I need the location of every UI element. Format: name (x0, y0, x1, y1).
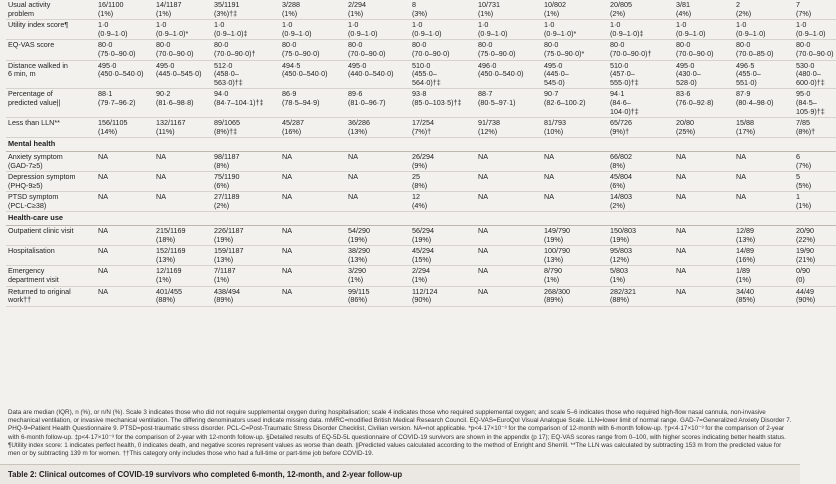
table-cell: NA (734, 192, 794, 212)
table-cell: NA (346, 151, 410, 171)
row-label: Usual activity problem (6, 0, 96, 20)
outcomes-table (6, 0, 836, 307)
table-cell: NA (96, 192, 154, 212)
table-cell: 8 (3%) (410, 0, 476, 20)
row-label: EQ-VAS score (6, 40, 96, 60)
table-cell: 512·0 (458·0– 563·0)†‡ (212, 60, 280, 89)
section-header-row (6, 212, 836, 226)
table-cell: NA (280, 172, 346, 192)
table-cell: 5 (5%) (794, 172, 836, 192)
table-cell: NA (154, 192, 212, 212)
table-cell: 2/294 (1%) (346, 0, 410, 20)
table-cell: 27/1189 (2%) (212, 192, 280, 212)
table-cell: 7 (7%) (794, 0, 836, 20)
table-cell: 98/1187 (8%) (212, 151, 280, 171)
table-cell: 16/1100 (1%) (96, 0, 154, 20)
table-cell: NA (154, 151, 212, 171)
table-cell: NA (346, 172, 410, 192)
table-cell: 95·0 (84·5– 105·9)†‡ (794, 89, 836, 118)
table-cell: 89·6 (81·0–96·7) (346, 89, 410, 118)
table-cell: NA (96, 172, 154, 192)
table-cell: 438/494 (89%) (212, 286, 280, 306)
table-cell: 80·0 (70·0–90·0)† (212, 40, 280, 60)
table-cell: 34/40 (85%) (734, 286, 794, 306)
table-cell: NA (476, 266, 542, 286)
table-cell: 91/738 (12%) (476, 118, 542, 138)
section-title: Health-care use (6, 212, 836, 226)
table-cell: 1 (1%) (794, 192, 836, 212)
table-cell: 226/1187 (19%) (212, 226, 280, 246)
row-label: Percentage of predicted value|| (6, 89, 96, 118)
table-cell: NA (346, 192, 410, 212)
table-cell: 152/1169 (13%) (154, 246, 212, 266)
table-cell: 65/726 (9%)† (608, 118, 674, 138)
table-cell: 14/89 (16%) (734, 246, 794, 266)
table-cell: 100/790 (13%) (542, 246, 608, 266)
table-cell: 86·9 (78·5–94·9) (280, 89, 346, 118)
table-cell: 268/300 (89%) (542, 286, 608, 306)
table-cell: 17/254 (7%)† (410, 118, 476, 138)
table-cell: 14/803 (2%) (608, 192, 674, 212)
table-cell: NA (542, 172, 608, 192)
table-row (6, 246, 836, 266)
table-cell: NA (96, 286, 154, 306)
table-row (6, 266, 836, 286)
table-cell: 80·0 (70·0–90·0) (410, 40, 476, 60)
table-cell: 495·0 (445·0–545·0) (154, 60, 212, 89)
table-row (6, 60, 836, 89)
table-cell: 496·0 (450·0–540·0) (476, 60, 542, 89)
table-cell: 45/287 (16%) (280, 118, 346, 138)
row-label: Anxiety symptom (GAD-7≥5) (6, 151, 96, 171)
table-cell: NA (476, 246, 542, 266)
table-cell: 12/89 (13%) (734, 226, 794, 246)
table-row (6, 118, 836, 138)
table-cell: 7/1187 (1%) (212, 266, 280, 286)
table-cell: 44/49 (90%) (794, 286, 836, 306)
table-cell: 510·0 (455·0– 564·0)†‡ (410, 60, 476, 89)
table-cell: NA (96, 266, 154, 286)
table-cell: 66/802 (8%) (608, 151, 674, 171)
table-cell: 1·0 (0·9–1·0) (674, 20, 734, 40)
table-cell: 89/1065 (8%)†‡ (212, 118, 280, 138)
table-cell: 90·2 (81·6–98·8) (154, 89, 212, 118)
table-cell: 12/1169 (1%) (154, 266, 212, 286)
table-cell: NA (674, 172, 734, 192)
table-cell: 19/90 (21%) (794, 246, 836, 266)
table-cell: NA (674, 246, 734, 266)
table-cell: 6 (7%) (794, 151, 836, 171)
table-cell: 25 (8%) (410, 172, 476, 192)
table-cell: NA (96, 246, 154, 266)
table-cell: 1·0 (0·9–1·0)* (542, 20, 608, 40)
table-cell: 1/89 (1%) (734, 266, 794, 286)
table-cell: 1·0 (0·9–1·0) (346, 20, 410, 40)
table-cell: NA (476, 226, 542, 246)
table-cell: 510·0 (457·0– 555·0)†‡ (608, 60, 674, 89)
table-cell: 1·0 (0·9–1·0) (280, 20, 346, 40)
row-label: Utility index score¶ (6, 20, 96, 40)
table-cell: NA (476, 286, 542, 306)
table-cell: 156/1105 (14%) (96, 118, 154, 138)
table-cell: 54/290 (19%) (346, 226, 410, 246)
table-cell: NA (674, 286, 734, 306)
table-cell: 99/115 (86%) (346, 286, 410, 306)
table-cell: 494·5 (450·0–540·0) (280, 60, 346, 89)
table-cell: 14/1187 (1%) (154, 0, 212, 20)
table-cell: NA (280, 246, 346, 266)
table-body (6, 0, 836, 306)
table-cell: NA (280, 151, 346, 171)
table-caption-text: Table 2: Clinical outcomes of COVID-19 survivors who completed 6-month, 12-month, and 2-year follow-up (8, 470, 403, 479)
table-row (6, 172, 836, 192)
table-footnotes: Data are median (IQR), n (%), or n/N (%). Scale 3 indicates those who did not require supplemental oxygen during hospitalisation; scale 4 indicates those who required supplemental oxygen; and scale 5–6 indicates those who required high-flow nasal cannula, non-invasive mechanical ventilation, or invasive mechanical ventilation. The differing denominators used indicate missing data. mMRC=modified British Medical Research Council. EQ-VAS=EuroQol Visual Analogue Scale. LLN=lower limit of normal range. GAD-7=Generalized Anxiety Disorder 7. PHQ-9=Patient Health Questionnaire 9. PTSD=post-traumatic stress disorder. PCL-C=Post-Traumatic Stress Disorder Checklist, Civilian version. NA=not applicable. *p<4·17×10⁻³ for the comparison of 12-month with 6-month follow-up. †p<4·17×10⁻³ for the comparison of 2-year with 6-month follow-up. ‡p<4·17×10⁻³ for the comparison of 2-year with 12-month follow-up. §Detailed results of EQ-5D-5L questionnaire of COVID-19 survivors are shown in the appendix (p 17); EQ-VAS scores range from 0–100, with higher scores indicating better health status. ¶Utility index score: 1 indicates perfect health, 0 indicates death, and negative scores represent values as worse than death. ||Predicted values calculated according to the method of Enright and Sherrill. **The LLN was calculated by subtracting 153 m from the predicted value for men or by subtracting 139 m for women. ††This category only includes those who had a full-time or part-time job before COVID-19. (8, 409, 792, 458)
table-cell: 132/1167 (11%) (154, 118, 212, 138)
table-cell: 401/455 (88%) (154, 286, 212, 306)
table-cell: 20/805 (2%) (608, 0, 674, 20)
table-cell: 80·0 (75·0–90·0) (96, 40, 154, 60)
section-title: Mental health (6, 138, 836, 152)
table-cell: NA (674, 226, 734, 246)
table-cell: NA (734, 172, 794, 192)
table-cell: 495·0 (430·0– 528·0) (674, 60, 734, 89)
table-cell: 26/294 (9%) (410, 151, 476, 171)
table-cell: 495·0 (445·0– 545·0) (542, 60, 608, 89)
table-caption (0, 464, 800, 484)
table-cell: NA (734, 151, 794, 171)
table-cell: NA (542, 192, 608, 212)
table-cell: 1·0 (0·9–1·0) (476, 20, 542, 40)
table-cell: 495·0 (440·0–540·0) (346, 60, 410, 89)
table-cell: 15/88 (17%) (734, 118, 794, 138)
table-cell: 80·0 (70·0–90·0) (674, 40, 734, 60)
table-cell: NA (542, 151, 608, 171)
table-cell: 94·1 (84·6– 104·0)†‡ (608, 89, 674, 118)
table-cell: NA (476, 151, 542, 171)
table-cell: 81/793 (10%) (542, 118, 608, 138)
table-cell: 80·0 (70·0–85·0) (734, 40, 794, 60)
table-cell: 1·0 (0·9–1·0) (410, 20, 476, 40)
table-cell: 530·0 (480·0– 600·0)†‡ (794, 60, 836, 89)
table-cell: 3/288 (1%) (280, 0, 346, 20)
table-cell: 215/1169 (18%) (154, 226, 212, 246)
table-cell: NA (476, 172, 542, 192)
table-cell: 1·0 (0·9–1·0)‡ (212, 20, 280, 40)
table-row (6, 286, 836, 306)
table-cell: 1·0 (0·9–1·0) (794, 20, 836, 40)
table-cell: NA (96, 226, 154, 246)
table-cell: 80·0 (70·0–90·0) (154, 40, 212, 60)
row-label: Emergency department visit (6, 266, 96, 286)
table-cell: NA (154, 172, 212, 192)
table-cell: 2 (2%) (734, 0, 794, 20)
table-cell: 159/1187 (13%) (212, 246, 280, 266)
table-cell: 38/290 (13%) (346, 246, 410, 266)
table-cell: 0/90 (0) (794, 266, 836, 286)
table-cell: 1·0 (0·9–1·0)‡ (608, 20, 674, 40)
row-label: Outpatient clinic visit (6, 226, 96, 246)
table-row (6, 20, 836, 40)
table-cell: 3/290 (1%) (346, 266, 410, 286)
table-cell: 80·0 (75·0–90·0) (280, 40, 346, 60)
table-cell: 150/803 (19%) (608, 226, 674, 246)
table-cell: 12 (4%) (410, 192, 476, 212)
table-cell: 1·0 (0·9–1·0)* (154, 20, 212, 40)
table-cell: 45/804 (6%) (608, 172, 674, 192)
table-cell: NA (280, 192, 346, 212)
table-cell: 83·6 (76·0–92·8) (674, 89, 734, 118)
section-header-row (6, 138, 836, 152)
table-cell: NA (96, 151, 154, 171)
table-cell: NA (674, 151, 734, 171)
table-cell: 20/90 (22%) (794, 226, 836, 246)
table-row (6, 89, 836, 118)
table-cell: 88·7 (80·5–97·1) (476, 89, 542, 118)
table-cell: NA (674, 266, 734, 286)
table-cell: 80·0 (75·0–90·0)* (542, 40, 608, 60)
row-label: Distance walked in 6 min, m (6, 60, 96, 89)
table-cell: 3/81 (4%) (674, 0, 734, 20)
row-label: PTSD symptom (PCL-C≥38) (6, 192, 96, 212)
table-cell: 87·9 (80·4–98·0) (734, 89, 794, 118)
row-label: Returned to original work†† (6, 286, 96, 306)
table-cell: 95/803 (12%) (608, 246, 674, 266)
table-cell: 1·0 (0·9–1·0) (96, 20, 154, 40)
table-cell: 20/80 (25%) (674, 118, 734, 138)
table-cell: 80·0 (70·0–90·0)† (608, 40, 674, 60)
table-cell: 5/803 (1%) (608, 266, 674, 286)
table-cell: 80·0 (70·0–90·0) (794, 40, 836, 60)
table-cell: 496·5 (455·0– 551·0) (734, 60, 794, 89)
table-cell: 282/321 (88%) (608, 286, 674, 306)
table-cell: 1·0 (0·9–1·0) (734, 20, 794, 40)
table-row (6, 192, 836, 212)
table-cell: NA (280, 266, 346, 286)
table-row (6, 151, 836, 171)
table-cell: NA (280, 286, 346, 306)
table-cell: 10/802 (1%) (542, 0, 608, 20)
table-cell: 36/286 (13%) (346, 118, 410, 138)
table-cell: 88·1 (79·7–96·2) (96, 89, 154, 118)
table-cell: 80·0 (70·0–90·0) (346, 40, 410, 60)
table-cell: 149/790 (19%) (542, 226, 608, 246)
table-cell: 80·0 (75·0–90·0) (476, 40, 542, 60)
table-cell: 94·0 (84·7–104·1)†‡ (212, 89, 280, 118)
row-label: Depression symptom (PHQ-9≥5) (6, 172, 96, 192)
table-cell: NA (280, 226, 346, 246)
table-cell: 2/294 (1%) (410, 266, 476, 286)
table-cell: 35/1191 (3%)†‡ (212, 0, 280, 20)
table-cell: 7/85 (8%)† (794, 118, 836, 138)
row-label: Hospitalisation (6, 246, 96, 266)
table-row (6, 0, 836, 20)
table-row (6, 40, 836, 60)
table-row (6, 226, 836, 246)
table-cell: 45/294 (15%) (410, 246, 476, 266)
table-cell: 10/731 (1%) (476, 0, 542, 20)
table-cell: 90·7 (82·6–100·2) (542, 89, 608, 118)
table-cell: 112/124 (90%) (410, 286, 476, 306)
table-cell: 56/294 (19%) (410, 226, 476, 246)
row-label: Less than LLN** (6, 118, 96, 138)
table-cell: 8/790 (1%) (542, 266, 608, 286)
table-cell: NA (674, 192, 734, 212)
table-cell: 93·8 (85·0–103·5)†‡ (410, 89, 476, 118)
table-cell: 495·0 (450·0–540·0) (96, 60, 154, 89)
table-cell: 75/1190 (6%) (212, 172, 280, 192)
table-cell: NA (476, 192, 542, 212)
